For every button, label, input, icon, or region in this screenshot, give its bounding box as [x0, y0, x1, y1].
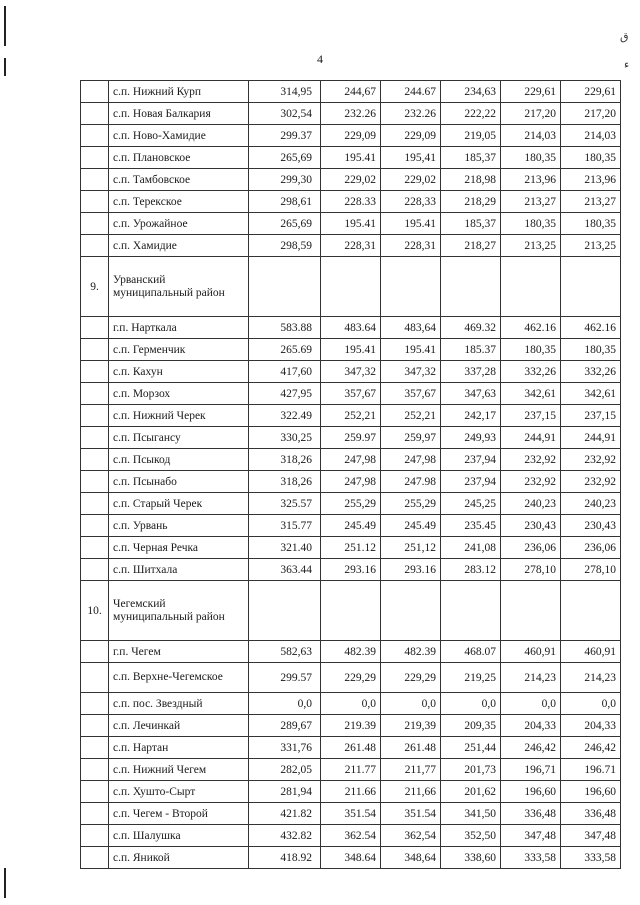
value-cell: 357,67 — [381, 383, 441, 405]
value-cell: 180,35 — [501, 339, 561, 361]
value-cell: 217,20 — [501, 103, 561, 125]
value-cell: 261.48 — [321, 737, 381, 759]
value-cell: 0,0 — [249, 693, 321, 715]
settlement-name-cell: с.п. Чегем - Второй — [109, 803, 249, 825]
value-cell: 342,61 — [561, 383, 621, 405]
value-cell: 237,94 — [441, 449, 501, 471]
value-cell: 245.49 — [321, 515, 381, 537]
row-number-cell — [81, 471, 109, 493]
margin-glyph-top-right: ق — [620, 31, 629, 43]
value-cell: 247.98 — [381, 471, 441, 493]
value-cell: 318,26 — [249, 449, 321, 471]
table-row — [81, 147, 621, 169]
value-cell: 218,29 — [441, 191, 501, 213]
value-cell: 0,0 — [441, 693, 501, 715]
row-number-cell — [81, 191, 109, 213]
settlement-name-cell: с.п. Терекское — [109, 191, 249, 213]
value-cell: 247,98 — [321, 471, 381, 493]
value-cell: 299,30 — [249, 169, 321, 191]
value-cell: 217,20 — [561, 103, 621, 125]
value-cell: 196,71 — [501, 759, 561, 781]
settlement-name-cell: с.п. Верхне-Чегемское — [109, 663, 249, 693]
settlement-name-cell: с.п. Черная Речка — [109, 537, 249, 559]
value-cell: 483.64 — [321, 317, 381, 339]
row-number-cell — [81, 663, 109, 693]
value-cell: 583.88 — [249, 317, 321, 339]
settlement-name-cell: с.п. Шалушка — [109, 825, 249, 847]
row-number-cell — [81, 847, 109, 869]
settlement-name-cell: с.п. Новая Балкария — [109, 103, 249, 125]
settlement-name-cell: с.п. Старый Черек — [109, 493, 249, 515]
value-cell: 180,35 — [561, 147, 621, 169]
row-number-cell — [81, 339, 109, 361]
table-row — [81, 559, 621, 581]
value-cell: 352,50 — [441, 825, 501, 847]
row-number-cell — [81, 641, 109, 663]
value-cell: 211,66 — [381, 781, 441, 803]
settlement-name-cell: г.п. Чегем — [109, 641, 249, 663]
value-cell: 483,64 — [381, 317, 441, 339]
value-cell: 229,61 — [501, 81, 561, 103]
scan-edge-mark-top — [4, 6, 6, 46]
table-body — [81, 81, 621, 869]
value-cell: 185.37 — [441, 339, 501, 361]
table-row — [81, 781, 621, 803]
value-cell — [249, 581, 321, 641]
value-cell: 265,69 — [249, 213, 321, 235]
value-cell: 347,63 — [441, 383, 501, 405]
value-cell: 214,23 — [501, 663, 561, 693]
value-cell: 259.97 — [321, 427, 381, 449]
value-cell: 195,41 — [381, 147, 441, 169]
value-cell: 230,43 — [561, 515, 621, 537]
value-cell: 214,23 — [561, 663, 621, 693]
row-number-cell — [81, 759, 109, 781]
value-cell: 213,25 — [501, 235, 561, 257]
value-cell: 348,64 — [381, 847, 441, 869]
value-cell: 245,25 — [441, 493, 501, 515]
value-cell: 196,60 — [501, 781, 561, 803]
value-cell: 347,32 — [381, 361, 441, 383]
value-cell: 244,67 — [321, 81, 381, 103]
value-cell: 196.71 — [561, 759, 621, 781]
value-cell: 0,0 — [321, 693, 381, 715]
settlement-name-cell: с.п. Хамидие — [109, 235, 249, 257]
value-cell: 252,21 — [321, 405, 381, 427]
value-cell: 362,54 — [381, 825, 441, 847]
value-cell: 195.41 — [321, 147, 381, 169]
value-cell: 333,58 — [501, 847, 561, 869]
table-row — [81, 471, 621, 493]
value-cell: 336,48 — [561, 803, 621, 825]
value-cell: 219,25 — [441, 663, 501, 693]
row-number-cell — [81, 361, 109, 383]
value-cell: 261.48 — [381, 737, 441, 759]
value-cell: 244,91 — [501, 427, 561, 449]
value-cell: 237,15 — [561, 405, 621, 427]
value-cell: 229,29 — [321, 663, 381, 693]
value-cell: 347,48 — [501, 825, 561, 847]
value-cell: 232.26 — [321, 103, 381, 125]
district-header-row — [81, 257, 621, 317]
table-row — [81, 405, 621, 427]
value-cell: 195.41 — [321, 213, 381, 235]
row-number-cell — [81, 81, 109, 103]
value-cell: 468.07 — [441, 641, 501, 663]
value-cell: 213,27 — [561, 191, 621, 213]
settlement-name-cell: с.п. Кахун — [109, 361, 249, 383]
row-number-cell — [81, 317, 109, 339]
value-cell: 293.16 — [381, 559, 441, 581]
table-row — [81, 383, 621, 405]
value-cell: 351.54 — [381, 803, 441, 825]
row-number-cell — [81, 693, 109, 715]
value-cell: 321.40 — [249, 537, 321, 559]
settlement-name-cell: с.п. Нижний Черек — [109, 405, 249, 427]
value-cell: 462.16 — [501, 317, 561, 339]
value-cell — [501, 581, 561, 641]
row-number-cell — [81, 405, 109, 427]
tariff-table — [80, 80, 621, 869]
value-cell: 281,94 — [249, 781, 321, 803]
value-cell: 469.32 — [441, 317, 501, 339]
settlement-name-cell: с.п. Шитхала — [109, 559, 249, 581]
value-cell: 338,60 — [441, 847, 501, 869]
settlement-name-cell: с.п. Псынабо — [109, 471, 249, 493]
value-cell: 232.26 — [381, 103, 441, 125]
table-row — [81, 663, 621, 693]
value-cell: 332,26 — [561, 361, 621, 383]
value-cell — [381, 257, 441, 317]
value-cell: 362.54 — [321, 825, 381, 847]
value-cell: 278,10 — [561, 559, 621, 581]
value-cell: 265.69 — [249, 339, 321, 361]
value-cell: 331,76 — [249, 737, 321, 759]
table-row — [81, 693, 621, 715]
value-cell: 213,96 — [561, 169, 621, 191]
value-cell: 299.37 — [249, 125, 321, 147]
district-header-row — [81, 581, 621, 641]
value-cell: 482.39 — [381, 641, 441, 663]
value-cell: 228,33 — [381, 191, 441, 213]
value-cell: 237,94 — [441, 471, 501, 493]
table-row — [81, 515, 621, 537]
settlement-name-cell: г.п. Нарткала — [109, 317, 249, 339]
table-row — [81, 493, 621, 515]
value-cell: 427,95 — [249, 383, 321, 405]
value-cell — [381, 581, 441, 641]
settlement-name-cell: с.п. Герменчик — [109, 339, 249, 361]
value-cell: 460,91 — [501, 641, 561, 663]
value-cell: 357,67 — [321, 383, 381, 405]
row-number-cell — [81, 125, 109, 147]
value-cell: 255,29 — [321, 493, 381, 515]
settlement-name-cell: с.п. Плановское — [109, 147, 249, 169]
value-cell: 432.82 — [249, 825, 321, 847]
value-cell: 322.49 — [249, 405, 321, 427]
value-cell: 237,15 — [501, 405, 561, 427]
value-cell: 229,09 — [381, 125, 441, 147]
table-row — [81, 169, 621, 191]
value-cell: 229,02 — [381, 169, 441, 191]
settlement-name-cell: с.п. Хушто-Сырт — [109, 781, 249, 803]
value-cell: 214,03 — [501, 125, 561, 147]
value-cell: 232,92 — [561, 471, 621, 493]
table-row — [81, 339, 621, 361]
value-cell — [501, 257, 561, 317]
value-cell: 0,0 — [561, 693, 621, 715]
settlement-name-cell: с.п. Урожайное — [109, 213, 249, 235]
value-cell: 247,98 — [381, 449, 441, 471]
value-cell — [441, 581, 501, 641]
value-cell: 251.12 — [321, 537, 381, 559]
value-cell: 302,54 — [249, 103, 321, 125]
settlement-name-cell: с.п. Нижний Курп — [109, 81, 249, 103]
value-cell — [321, 581, 381, 641]
value-cell: 209,35 — [441, 715, 501, 737]
value-cell: 418.92 — [249, 847, 321, 869]
district-name-cell: Чегемский муниципальный район — [109, 581, 249, 641]
value-cell: 214,03 — [561, 125, 621, 147]
value-cell: 240,23 — [561, 493, 621, 515]
value-cell: 213,27 — [501, 191, 561, 213]
value-cell: 333,58 — [561, 847, 621, 869]
value-cell — [441, 257, 501, 317]
value-cell: 241,08 — [441, 537, 501, 559]
value-cell: 195.41 — [321, 339, 381, 361]
value-cell: 247,98 — [321, 449, 381, 471]
table-row — [81, 715, 621, 737]
page-number: 4 — [317, 52, 323, 66]
settlement-name-cell: с.п. Нижний Чегем — [109, 759, 249, 781]
value-cell: 196,60 — [561, 781, 621, 803]
value-cell: 240,23 — [501, 493, 561, 515]
value-cell: 180,35 — [501, 213, 561, 235]
value-cell: 252,21 — [381, 405, 441, 427]
value-cell: 0,0 — [381, 693, 441, 715]
value-cell: 236,06 — [501, 537, 561, 559]
value-cell: 315.77 — [249, 515, 321, 537]
row-number-cell — [81, 147, 109, 169]
value-cell: 342,61 — [501, 383, 561, 405]
value-cell: 229,29 — [381, 663, 441, 693]
value-cell: 219,39 — [381, 715, 441, 737]
value-cell: 348.64 — [321, 847, 381, 869]
value-cell: 299.57 — [249, 663, 321, 693]
table-row — [81, 361, 621, 383]
value-cell — [249, 257, 321, 317]
value-cell: 347,48 — [561, 825, 621, 847]
value-cell: 347,32 — [321, 361, 381, 383]
value-cell — [561, 581, 621, 641]
table-row — [81, 759, 621, 781]
value-cell: 229,02 — [321, 169, 381, 191]
table-row — [81, 847, 621, 869]
row-number-cell — [81, 715, 109, 737]
value-cell: 298,61 — [249, 191, 321, 213]
value-cell — [321, 257, 381, 317]
value-cell: 246,42 — [501, 737, 561, 759]
settlement-name-cell: с.п. Тамбовское — [109, 169, 249, 191]
value-cell: 289,67 — [249, 715, 321, 737]
value-cell: 211,77 — [381, 759, 441, 781]
value-cell: 0,0 — [501, 693, 561, 715]
district-name-cell: Урванский муниципальный район — [109, 257, 249, 317]
row-number-cell: 9. — [81, 257, 109, 317]
row-number-cell — [81, 449, 109, 471]
value-cell: 255,29 — [381, 493, 441, 515]
table-row — [81, 537, 621, 559]
value-cell: 582,63 — [249, 641, 321, 663]
row-number-cell — [81, 169, 109, 191]
value-cell: 234,63 — [441, 81, 501, 103]
value-cell: 462.16 — [561, 317, 621, 339]
value-cell: 242,17 — [441, 405, 501, 427]
settlement-name-cell: с.п. Псыгансу — [109, 427, 249, 449]
value-cell: 351.54 — [321, 803, 381, 825]
value-cell: 246,42 — [561, 737, 621, 759]
value-cell: 180,35 — [561, 339, 621, 361]
value-cell: 195.41 — [381, 339, 441, 361]
value-cell: 204,33 — [501, 715, 561, 737]
value-cell: 201,73 — [441, 759, 501, 781]
value-cell: 232,92 — [501, 471, 561, 493]
table-row — [81, 825, 621, 847]
settlement-name-cell: с.п. Яникой — [109, 847, 249, 869]
value-cell: 228,31 — [381, 235, 441, 257]
value-cell: 245.49 — [381, 515, 441, 537]
value-cell — [561, 257, 621, 317]
value-cell: 204,33 — [561, 715, 621, 737]
row-number-cell — [81, 103, 109, 125]
row-number-cell — [81, 383, 109, 405]
value-cell: 330,25 — [249, 427, 321, 449]
value-cell: 278,10 — [501, 559, 561, 581]
value-cell: 298,59 — [249, 235, 321, 257]
value-cell: 211.77 — [321, 759, 381, 781]
value-cell: 314,95 — [249, 81, 321, 103]
settlement-name-cell: с.п. Лечинкай — [109, 715, 249, 737]
row-number-cell — [81, 737, 109, 759]
row-number-cell — [81, 559, 109, 581]
value-cell: 232,92 — [561, 449, 621, 471]
value-cell: 201,62 — [441, 781, 501, 803]
value-cell: 235.45 — [441, 515, 501, 537]
value-cell: 230,43 — [501, 515, 561, 537]
row-number-cell — [81, 213, 109, 235]
value-cell: 229,61 — [561, 81, 621, 103]
settlement-name-cell: с.п. Нартан — [109, 737, 249, 759]
value-cell: 259,97 — [381, 427, 441, 449]
value-cell: 293.16 — [321, 559, 381, 581]
row-number-cell — [81, 515, 109, 537]
value-cell: 236,06 — [561, 537, 621, 559]
table-row — [81, 235, 621, 257]
value-cell: 249,93 — [441, 427, 501, 449]
settlement-name-cell: с.п. Псыкод — [109, 449, 249, 471]
table-row — [81, 81, 621, 103]
table-row — [81, 213, 621, 235]
table-row — [81, 191, 621, 213]
value-cell: 251,12 — [381, 537, 441, 559]
value-cell: 337,28 — [441, 361, 501, 383]
table-row — [81, 103, 621, 125]
value-cell: 283.12 — [441, 559, 501, 581]
table-row — [81, 641, 621, 663]
value-cell: 460,91 — [561, 641, 621, 663]
value-cell: 213,96 — [501, 169, 561, 191]
value-cell: 244.67 — [381, 81, 441, 103]
row-number-cell — [81, 803, 109, 825]
margin-glyph-right-small: ء — [624, 59, 630, 71]
row-number-cell — [81, 825, 109, 847]
value-cell: 219.39 — [321, 715, 381, 737]
scan-edge-mark-middle — [4, 58, 6, 76]
value-cell: 363.44 — [249, 559, 321, 581]
row-number-cell: 10. — [81, 581, 109, 641]
value-cell: 228,31 — [321, 235, 381, 257]
value-cell: 228.33 — [321, 191, 381, 213]
value-cell: 213,25 — [561, 235, 621, 257]
value-cell: 325.57 — [249, 493, 321, 515]
settlement-name-cell: с.п. Морзох — [109, 383, 249, 405]
settlement-name-cell: с.п. пос. Звездный — [109, 693, 249, 715]
value-cell: 218,98 — [441, 169, 501, 191]
value-cell: 251,44 — [441, 737, 501, 759]
value-cell: 218,27 — [441, 235, 501, 257]
value-cell: 265,69 — [249, 147, 321, 169]
value-cell: 219,05 — [441, 125, 501, 147]
value-cell: 195.41 — [381, 213, 441, 235]
value-cell: 185,37 — [441, 213, 501, 235]
table-row — [81, 803, 621, 825]
value-cell: 180,35 — [501, 147, 561, 169]
value-cell: 336,48 — [501, 803, 561, 825]
value-cell: 185,37 — [441, 147, 501, 169]
settlement-name-cell: с.п. Ново-Хамидие — [109, 125, 249, 147]
value-cell: 211.66 — [321, 781, 381, 803]
row-number-cell — [81, 781, 109, 803]
row-number-cell — [81, 537, 109, 559]
table-row — [81, 317, 621, 339]
table-row — [81, 449, 621, 471]
value-cell: 318,26 — [249, 471, 321, 493]
scan-edge-mark-bottom — [4, 868, 6, 898]
table-row — [81, 737, 621, 759]
value-cell: 417,60 — [249, 361, 321, 383]
value-cell: 421.82 — [249, 803, 321, 825]
value-cell: 244,91 — [561, 427, 621, 449]
table-row — [81, 427, 621, 449]
value-cell: 332,26 — [501, 361, 561, 383]
value-cell: 341,50 — [441, 803, 501, 825]
table-row — [81, 125, 621, 147]
row-number-cell — [81, 235, 109, 257]
value-cell: 482.39 — [321, 641, 381, 663]
value-cell: 282,05 — [249, 759, 321, 781]
value-cell: 229,09 — [321, 125, 381, 147]
settlement-name-cell: с.п. Урвань — [109, 515, 249, 537]
value-cell: 232,92 — [501, 449, 561, 471]
row-number-cell — [81, 427, 109, 449]
value-cell: 180,35 — [561, 213, 621, 235]
value-cell: 222,22 — [441, 103, 501, 125]
row-number-cell — [81, 493, 109, 515]
